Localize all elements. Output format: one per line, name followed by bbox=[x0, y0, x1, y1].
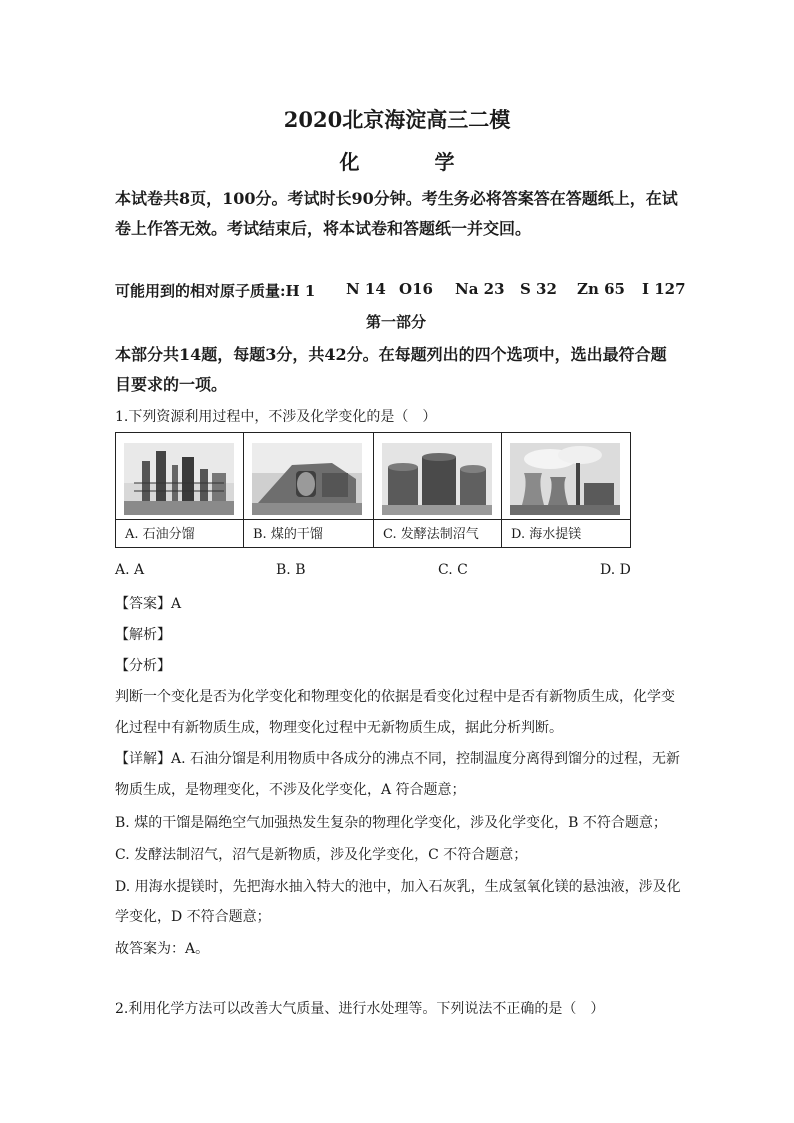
page-title: 2020北京海淀高三二模 bbox=[283, 107, 511, 132]
detail-line-2: 物质生成，是物理变化，不涉及化学变化，A 符合题意； bbox=[115, 782, 466, 798]
atomic-mass-o: O16 bbox=[399, 280, 433, 298]
figure-cell-a bbox=[116, 433, 244, 547]
figure-cell-b bbox=[244, 433, 374, 547]
option-b: B. B bbox=[276, 562, 306, 578]
option-c: C. C bbox=[438, 562, 468, 578]
option-d: D. D bbox=[600, 562, 631, 578]
biogas-tanks-icon bbox=[382, 443, 492, 515]
atomic-mass-label: 可能用到的相对原子质量:H 1 bbox=[115, 282, 316, 300]
subject-title: 化 学 bbox=[339, 150, 489, 174]
fenxi-label: 【分析】 bbox=[115, 658, 171, 674]
question-1-figure-table bbox=[115, 432, 631, 548]
detail-line-1: 【详解】A. 石油分馏是利用物质中各成分的沸点不同，控制温度分离得到馏分的过程，无新 bbox=[115, 751, 681, 767]
answer-label: 【答案】A bbox=[115, 596, 182, 612]
part-heading: 第一部分 bbox=[366, 313, 427, 331]
instructions-line-1: 本试卷共8页，100分。考试时长90分钟。考生务必将答案答在答题纸上，在试 bbox=[115, 189, 678, 208]
part-description-line-2: 目要求的一项。 bbox=[115, 375, 228, 394]
detail-line-4: C. 发酵法制沼气，沼气是新物质，涉及化学变化，C 不符合题意； bbox=[115, 847, 528, 863]
figure-caption-a: A. 石油分馏 bbox=[125, 527, 195, 542]
atomic-mass-s: S 32 bbox=[520, 280, 557, 298]
atomic-mass-zn: Zn 65 bbox=[577, 280, 625, 298]
detail-line-5: D. 用海水提镁时，先把海水抽入特大的池中，加入石灰乳，生成氢氧化镁的悬浊液，涉及化 bbox=[115, 879, 681, 895]
option-a: A. A bbox=[115, 562, 145, 578]
atomic-mass-n: N 14 bbox=[346, 280, 386, 298]
fenxi-line-1: 判断一个变化是否为化学变化和物理变化的依据是看变化过程中是否有新物质生成，化学变 bbox=[115, 689, 675, 705]
question-1-stem: 1.下列资源利用过程中，不涉及化学变化的是（ ） bbox=[115, 409, 437, 425]
detail-line-3: B. 煤的干馏是隔绝空气加强热发生复杂的物理化学变化，涉及化学变化，B 不符合题意； bbox=[115, 815, 667, 831]
figure-caption-d: D. 海水提镁 bbox=[511, 527, 582, 542]
question-2-stem: 2.利用化学方法可以改善大气质量、进行水处理等。下列说法不正确的是（ ） bbox=[115, 1001, 605, 1017]
refinery-icon bbox=[124, 443, 234, 515]
figure-cell-c bbox=[374, 433, 502, 547]
figure-caption-c: C. 发酵法制沼气 bbox=[383, 527, 479, 542]
conclusion: 故答案为：A。 bbox=[115, 941, 210, 957]
detail-line-6: 学变化，D 不符合题意； bbox=[115, 909, 271, 925]
atomic-mass-na: Na 23 bbox=[455, 280, 505, 298]
instructions-line-2: 卷上作答无效。考试结束后，将本试卷和答题纸一并交回。 bbox=[115, 219, 532, 238]
analysis-label: 【解析】 bbox=[115, 627, 171, 643]
part-description-line-1: 本部分共14题，每题3分，共42分。在每题列出的四个选项中，选出最符合题 bbox=[115, 345, 667, 364]
fenxi-line-2: 化过程中有新物质生成，物理变化过程中无新物质生成，据此分析判断。 bbox=[115, 720, 563, 736]
figure-cell-d bbox=[502, 433, 630, 547]
power-plant-icon bbox=[510, 443, 620, 515]
coking-plant-icon bbox=[252, 443, 362, 515]
atomic-mass-i: I 127 bbox=[642, 280, 686, 298]
figure-caption-b: B. 煤的干馏 bbox=[253, 527, 323, 542]
